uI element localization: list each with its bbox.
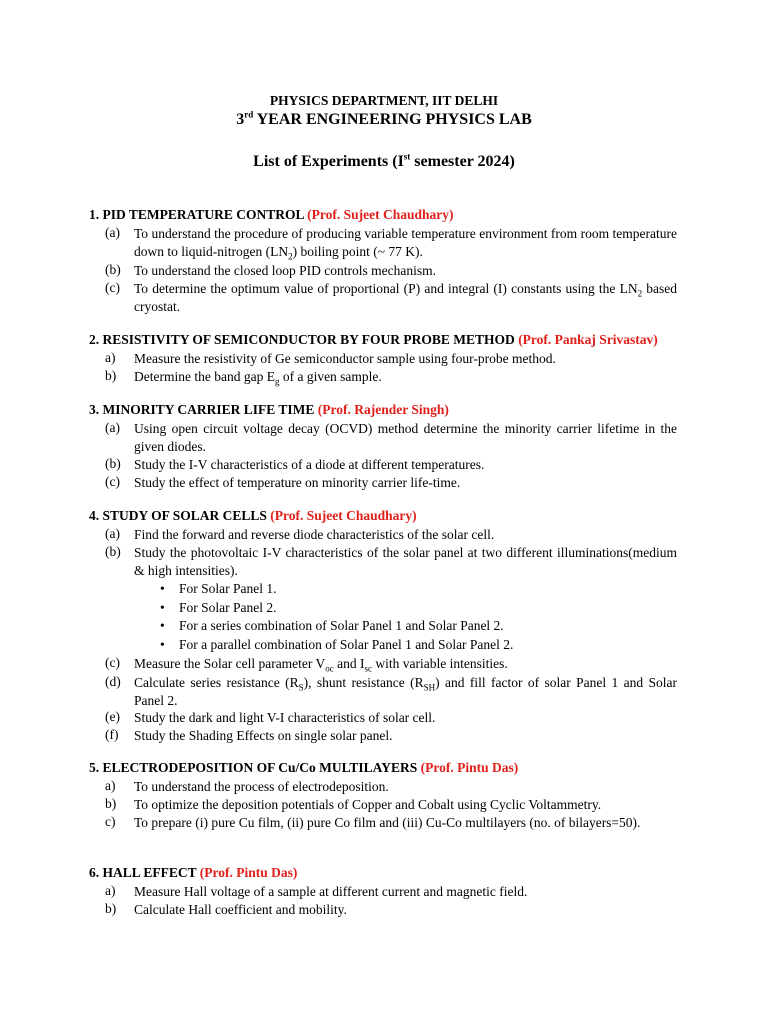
item-text: Study the effect of temperature on minority carrier life-time. [134,475,461,490]
item-marker: (d) [105,674,121,689]
bullet-item: • For a series combination of Solar Panel 1 and Solar Panel 2. [160,618,504,633]
item-text: To optimize the deposition potentials of Copper and Cobalt using Cyclic Voltammetry. [134,797,602,812]
section-name: 4. STUDY OF SOLAR CELLS [89,508,267,523]
bullet-icon: • [160,581,165,596]
bullet-item: • For Solar Panel 2. [160,600,277,615]
bullet-icon: • [160,637,165,652]
section-name: 3. MINORITY CARRIER LIFE TIME [89,402,315,417]
section-title-minority-carrier [89,402,449,418]
section-title-electrodeposition [89,760,518,776]
item-marker: a) [105,883,116,898]
item-text: Calculate series resistance $(R_S)$, shunt resistance $(R_{SH})$ and fill factor of solar Panel 1 and Solar Panel 2. [134,675,677,708]
item-text: Using open circuit voltage decay (OCVD) method determine the minority carrier lifetime in the given diodes. [134,421,677,454]
item-text: To understand the closed loop PID controls mechanism. [134,263,436,278]
item-marker: c) [105,814,116,829]
item-marker: b) [105,901,117,916]
bullet-item: • For a parallel combination of Solar Panel 1 and Solar Panel 2. [160,637,514,652]
lab-title: YEAR ENGINEERING PHYSICS LAB [253,111,532,128]
item-text: To understand the procedure of producing variable temperature environment from room temperature down to liquid-nitrogen $(LN_2)$ boiling point (~ 77 K). [134,226,677,262]
list-title: List of Experiments (I [253,153,404,170]
item-marker: (a) [105,225,120,240]
item-text: Determine the band gap $E_g$ of a given sample. [134,369,382,387]
item-text: To determine the optimum value of proportional (P) and integral (I) constants using the $LN_2$ based cryostat. [134,281,677,314]
lab-ordinal: rd [244,109,254,120]
list-heading [0,153,768,171]
section-name: 1. PID TEMPERATURE CONTROL [89,207,304,222]
item-text: Measure the Solar cell parameter $V_{oc}$ and $I_{sc}$ with variable intensities. [134,656,508,674]
bullet-item: • For Solar Panel 1. [160,581,277,596]
item-marker: a) [105,778,116,793]
item-marker: (a) [105,420,120,435]
item-marker: (f) [105,727,119,742]
item-text: Measure Hall voltage of a sample at different current and magnetic field. [134,884,528,899]
department-heading: PHYSICS DEPARTMENT, IIT DELHI [269,93,499,108]
section-professor: (Prof. Rajender Singh) [317,402,449,417]
lab-number: 3 [236,111,245,128]
item-marker: (c) [105,280,120,295]
item-marker: (b) [105,262,121,277]
item-marker: a) [105,350,116,365]
section-title-solar-cells [89,508,417,524]
item-marker: (a) [105,526,120,541]
item-marker: (c) [105,655,120,670]
item-marker: (b) [105,544,121,559]
section-name: 5. ELECTRODEPOSITION OF Cu/Co MULTILAYERS [89,760,418,775]
item-text: Study the I-V characteristics of a diode at different temperatures. [134,457,485,472]
item-marker: (b) [105,456,121,471]
item-marker: (e) [105,709,120,724]
section-title-pid [89,207,454,223]
section-name: 6. HALL EFFECT [89,865,197,880]
section-professor: (Prof. Pintu Das) [420,760,519,775]
section-professor: (Prof. Sujeet Chaudhary) [307,207,454,222]
section-title-hall-effect [89,865,297,881]
item-text: Study the photovoltaic I-V characteristics of the solar panel at two different illuminations(medium & high intensities). [134,545,677,578]
item-text: Find the forward and reverse diode characteristics of the solar cell. [134,527,495,542]
item-text: Study the Shading Effects on single solar panel. [134,728,393,743]
item-text: Measure the resistivity of Ge semiconductor sample using four-probe method. [134,351,556,366]
item-marker: b) [105,368,117,383]
bullet-icon: • [160,600,165,615]
section-professor: (Prof. Sujeet Chaudhary) [270,508,417,523]
section-professor: (Prof. Pankaj Srivastav) [518,332,658,347]
item-text: To understand the process of electrodeposition. [134,779,389,794]
section-name: 2. RESISTIVITY OF SEMICONDUCTOR BY FOUR PROBE METHOD [89,332,515,347]
bullet-icon: • [160,618,165,633]
item-text: Calculate Hall coefficient and mobility. [134,902,347,917]
item-marker: b) [105,796,117,811]
item-text: To prepare (i) pure Cu film, (ii) pure Co film and (iii) Cu-Co multilayers (no. of bilayers=50). [134,815,641,830]
section-title-resistivity [89,332,658,348]
item-marker: (c) [105,474,120,489]
item-text: Study the dark and light V-I characteristics of solar cell. [134,710,436,725]
list-semester: semester 2024) [410,153,515,170]
list-ordinal: st [403,151,411,162]
lab-heading [0,111,768,129]
section-professor: (Prof. Pintu Das) [199,865,298,880]
